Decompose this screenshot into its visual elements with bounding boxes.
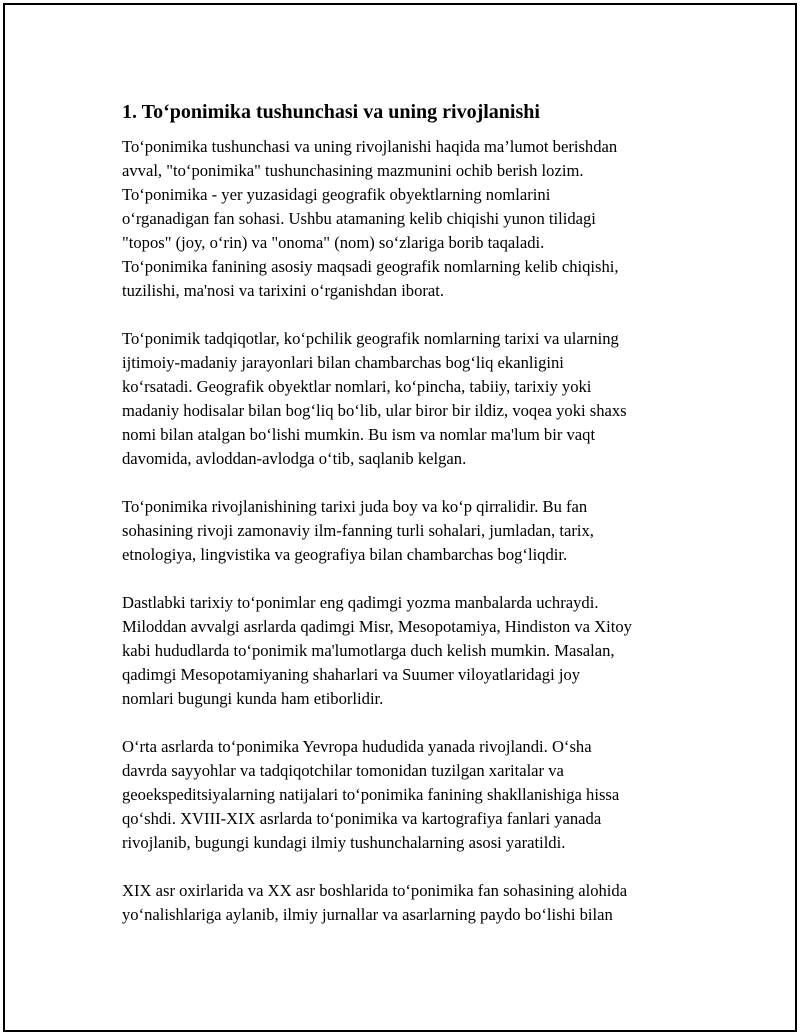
- text-line: qadimgi Mesopotamiyaning shaharlari va Suumer viloyatlaridagi joy: [122, 665, 581, 684]
- paragraph-text: [122, 735, 702, 855]
- paragraph-5: [122, 735, 702, 855]
- text-line: ijtimoiy-madaniy jarayonlari bilan chambarchas bog‘liq ekanligini: [122, 353, 564, 372]
- paragraph-text: [122, 591, 702, 711]
- text-line: sohasining rivoji zamonaviy ilm-fanning turli sohalari, jumladan, tarix,: [122, 521, 594, 540]
- paragraph-text: [122, 135, 702, 303]
- text-line: qo‘shdi. XVIII-XIX asrlarda to‘ponimika va kartografiya fanlari yanada: [122, 809, 602, 828]
- text-line: etnologiya, lingvistika va geografiya bilan chambarchas bog‘liqdir.: [122, 545, 568, 564]
- paragraph-3: [122, 495, 702, 567]
- paragraph-text: [122, 879, 702, 927]
- text-line: Miloddan avvalgi asrlarda qadimgi Misr, Mesopotamiya, Hindiston va Xitoy: [122, 617, 632, 636]
- paragraph-text: [122, 495, 702, 567]
- text-line: To‘ponimika rivojlanishining tarixi juda boy va ko‘p qirralidir. Bu fan: [122, 497, 588, 516]
- page-frame: [3, 3, 797, 1032]
- text-line: "topos" (joy, o‘rin) va "onoma" (nom) so‘zlariga borib taqaladi.: [122, 233, 545, 252]
- text-line: To‘ponimika tushunchasi va uning rivojlanishi haqida ma’lumot berishdan: [122, 137, 618, 156]
- text-line: avval, "to‘ponimika" tushunchasining mazmunini ochib berish lozim.: [122, 161, 584, 180]
- paragraph-4: [122, 591, 702, 711]
- text-line: yo‘nalishlariga aylanib, ilmiy jurnallar va asarlarning paydo bo‘lishi bilan: [122, 905, 613, 924]
- text-line: To‘ponimika - yer yuzasidagi geografik obyektlarning nomlarini: [122, 185, 551, 204]
- document-title: 1. To‘ponimika tushunchasi va uning rivojlanishi: [122, 101, 540, 123]
- text-line: o‘rganadigan fan sohasi. Ushbu atamaning kelib chiqishi yunon tilidagi: [122, 209, 596, 228]
- text-line: davomida, avloddan-avlodga o‘tib, saqlanib kelgan.: [122, 449, 467, 468]
- text-line: O‘rta asrlarda to‘ponimika Yevropa hududida yanada rivojlandi. O‘sha: [122, 737, 592, 756]
- text-line: Dastlabki tarixiy to‘ponimlar eng qadimgi yozma manbalarda uchraydi.: [122, 593, 599, 612]
- text-line: To‘ponimika fanining asosiy maqsadi geografik nomlarning kelib chiqishi,: [122, 257, 619, 276]
- paragraph-text: [122, 327, 702, 471]
- paragraph-6: [122, 879, 702, 927]
- text-line: rivojlanib, bugungi kundagi ilmiy tushunchalarning asosi yaratildi.: [122, 833, 566, 852]
- text-line: madaniy hodisalar bilan bog‘liq bo‘lib, ular biror bir ildiz, voqea yoki shaxs: [122, 401, 627, 420]
- text-line: ko‘rsatadi. Geografik obyektlar nomlari, ko‘pincha, tabiiy, tarixiy yoki: [122, 377, 592, 396]
- text-line: geoekspeditsiyalarning natijalari to‘ponimika fanining shakllanishiga hissa: [122, 785, 620, 804]
- text-line: To‘ponimik tadqiqotlar, ko‘pchilik geografik nomlarning tarixi va ularning: [122, 329, 619, 348]
- text-line: davrda sayyohlar va tadqiqotchilar tomonidan tuzilgan xaritalar va: [122, 761, 564, 780]
- text-line: nomlari bugungi kunda ham etiborlidir.: [122, 689, 384, 708]
- text-line: XIX asr oxirlarida va XX asr boshlarida to‘ponimika fan sohasining alohida: [122, 881, 628, 900]
- document-body: [122, 99, 702, 951]
- paragraph-1: [122, 135, 702, 303]
- paragraph-2: [122, 327, 702, 471]
- text-line: tuzilishi, ma'nosi va tarixini o‘rganishdan iborat.: [122, 281, 445, 300]
- text-line: nomi bilan atalgan bo‘lishi mumkin. Bu ism va nomlar ma'lum bir vaqt: [122, 425, 596, 444]
- text-line: kabi hududlarda to‘ponimik ma'lumotlarga duch kelish mumkin. Masalan,: [122, 641, 615, 660]
